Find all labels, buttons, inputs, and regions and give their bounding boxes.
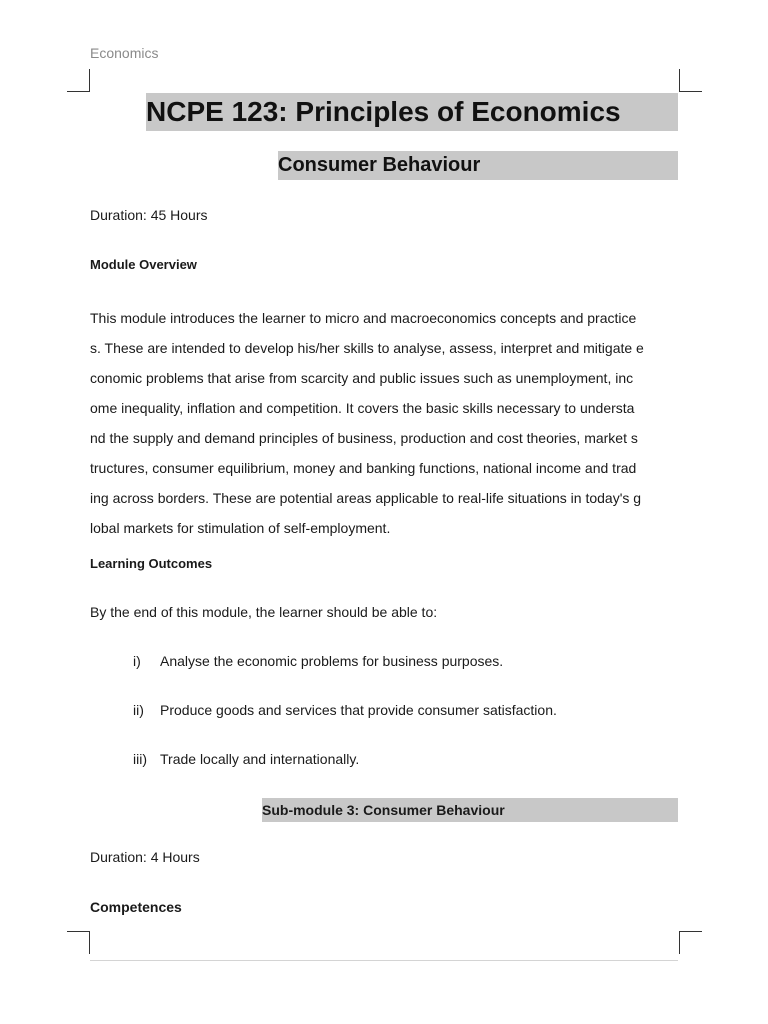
submodule-title: Sub-module 3: Consumer Behaviour (262, 798, 678, 822)
running-header: Economics (90, 45, 159, 61)
crop-mark-top-right (679, 69, 702, 92)
outcomes-heading: Learning Outcomes (90, 556, 213, 571)
outcomes-intro: By the end of this module, the learner should be able to: (90, 604, 438, 620)
outcome-number: i) (133, 653, 141, 669)
submodule-duration: Duration: 4 Hours (90, 849, 200, 865)
outcome-text: Analyse the economic problems for business purposes. (160, 653, 504, 669)
outcome-number: ii) (133, 702, 144, 718)
document-title: NCPE 123: Principles of Economics (146, 93, 678, 131)
overview-line: tructures, consumer equilibrium, money and banking functions, national income and trad (90, 460, 637, 476)
overview-line: conomic problems that arise from scarcity and public issues such as unemployment, inc (90, 370, 634, 386)
crop-mark-bottom-left (67, 931, 90, 954)
document-subtitle: Consumer Behaviour (278, 151, 678, 180)
overview-line: s. These are intended to develop his/her skills to analyse, assess, interpret and mitigate e (90, 340, 644, 356)
overview-line: nd the supply and demand principles of business, production and cost theories, market s (90, 430, 638, 446)
outcome-item (133, 702, 557, 718)
competences-heading: Competences (90, 899, 182, 915)
outcome-number: iii) (133, 751, 147, 767)
footer-rule (90, 960, 678, 961)
overview-line: This module introduces the learner to micro and macroeconomics concepts and practice (90, 310, 637, 326)
overview-heading: Module Overview (90, 257, 197, 272)
overview-line: ing across borders. These are potential areas applicable to real-life situations in today's g (90, 490, 642, 506)
outcome-text: Produce goods and services that provide consumer satisfaction. (160, 702, 557, 718)
module-duration: Duration: 45 Hours (90, 207, 208, 223)
outcome-item (133, 751, 359, 767)
overview-paragraph (90, 303, 678, 543)
outcome-item (133, 653, 503, 669)
overview-line: ome inequality, inflation and competition. It covers the basic skills necessary to understa (90, 400, 635, 416)
overview-line: lobal markets for stimulation of self-employment. (90, 520, 391, 536)
crop-mark-bottom-right (679, 931, 702, 954)
crop-mark-top-left (67, 69, 90, 92)
outcome-text: Trade locally and internationally. (160, 751, 360, 767)
